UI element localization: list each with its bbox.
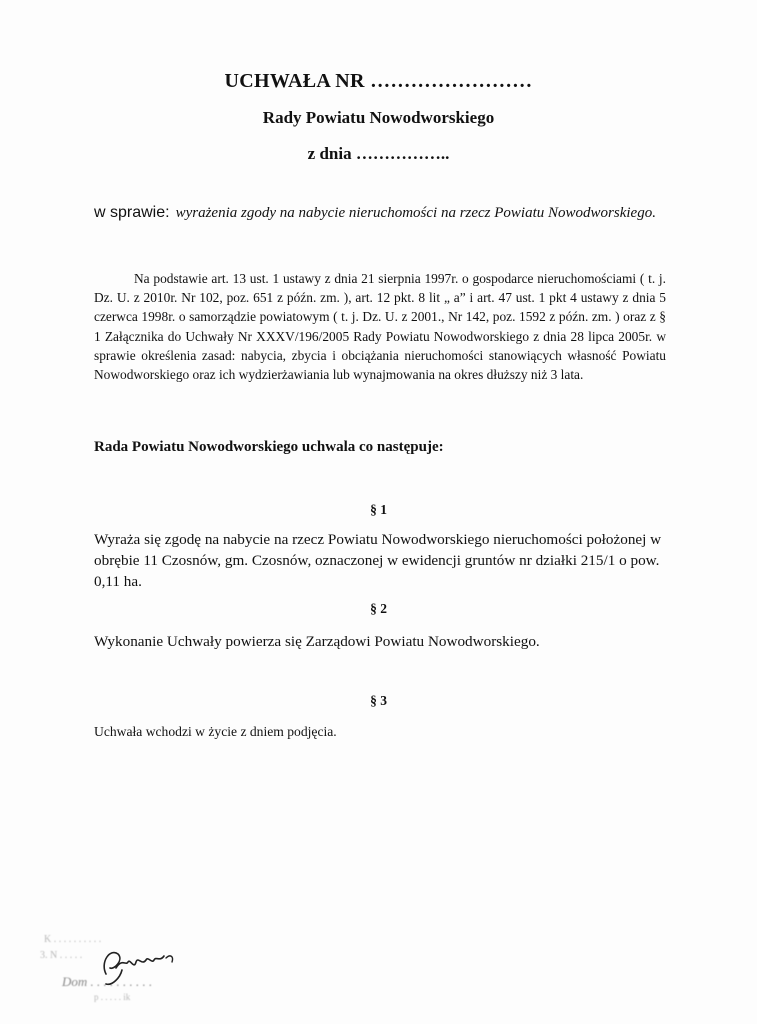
paragraph-3-number: § 3 [370, 693, 387, 708]
subject-line [94, 204, 714, 222]
subject-prefix: w sprawie: [94, 204, 170, 221]
resolution-title: UCHWAŁA NR …………………… [224, 70, 533, 92]
council-name: Rady Powiatu Nowodworskiego [262, 108, 495, 127]
paragraph-3-text: Uchwała wchodzi w życie z dniem podjęcia. [94, 724, 337, 739]
handwritten-signature [92, 944, 182, 988]
paragraph-2-number: § 2 [370, 601, 387, 616]
enacting-clause: Rada Powiatu Nowodworskiego uchwala co następuje: [94, 439, 444, 455]
paragraph-2-text: Wykonanie Uchwały powierza się Zarządowi Powiatu Nowodworskiego. [94, 633, 540, 650]
stamp-line-2: 3. N . . . . . [40, 950, 83, 961]
stamp-line-3: Dom . . . . . . . . . . [62, 974, 153, 989]
legal-basis-paragraph: Na podstawie art. 13 ust. 1 ustawy z dnia 21 sierpnia 1997r. o gospodarce nieruchomościami ( t. j. Dz. U. z 2010r. Nr 102, poz. 651 z późn. zm. ), art. 12 pkt. 8 lit „ a” i art. 47 ust. 1 pkt 4 ustawy z dnia 5 czerwca 1998r. o samorządzie powiatowym ( t. j. Dz. U. z 2001., Nr 142, poz. 1592 z późn. zm. ) oraz z § 1 Załącznika do Uchwały Nr XXXV/196/2005 Rady Powiatu Nowodworskiego z dnia 28 lipca 2005r. w sprawie określenia zasad: nabycia, zbycia i obciążania nieruchomości stanowiących własność Powiatu Nowodworskiego oraz ich wydzierżawiania lub wynajmowania na okres dłuższy niż 3 lata. [94, 271, 666, 383]
resolution-date: z dnia …………….. [307, 144, 450, 163]
paragraph-1-text: Wyraża się zgodę na nabycie na rzecz Powiatu Nowodworskiego nieruchomości położonej w obrębie 11 Czosnów, gm. Czosnów, oznaczonej w ewidencji gruntów nr działki 215/1 o pow. 0,11 ha. [94, 531, 662, 590]
subject-topic: wyrażenia zgody na nabycie nieruchomości na rzecz Powiatu Nowodworskiego. [175, 205, 656, 221]
stamp-line-1: K . . . . . . . . . . [44, 934, 102, 945]
paragraph-1-number: § 1 [370, 502, 387, 517]
stamp-line-4: p . . . . . ik [94, 992, 131, 1002]
